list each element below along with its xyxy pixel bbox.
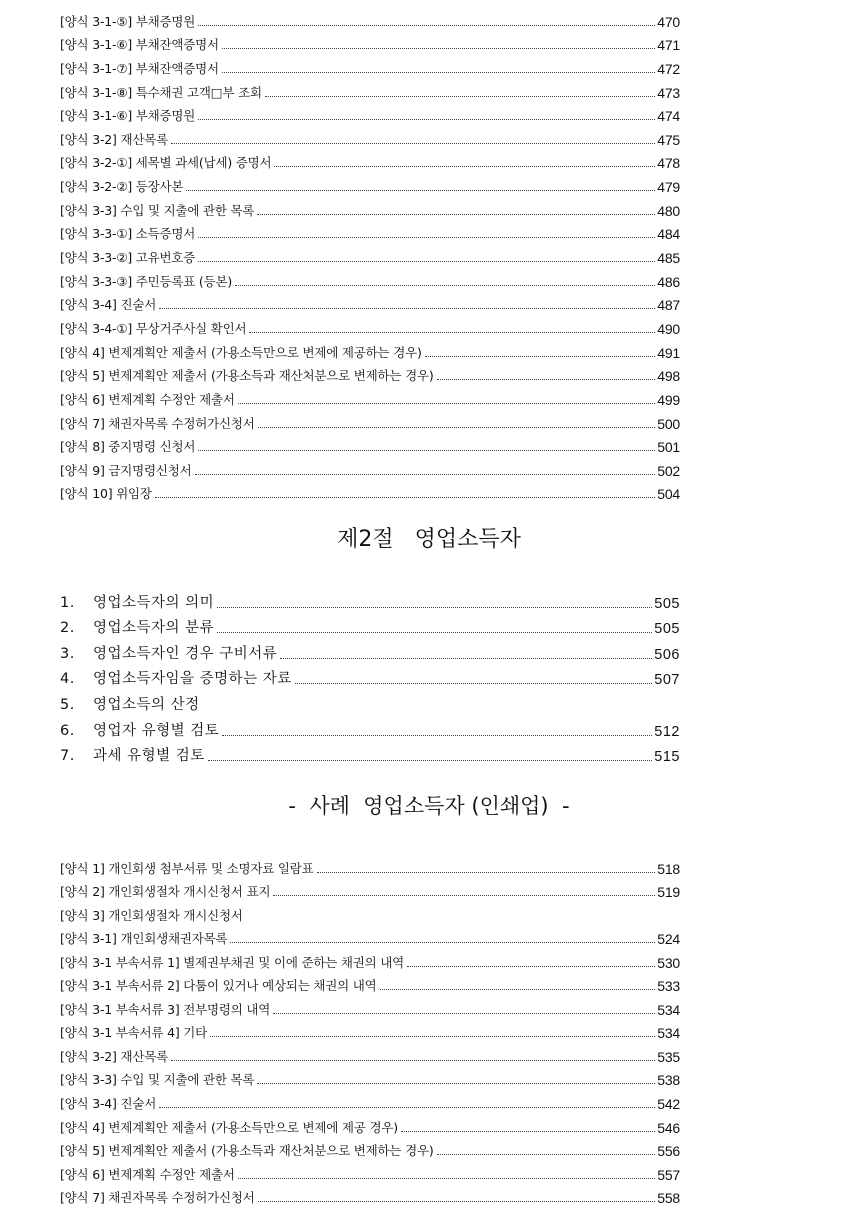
forms-index-part2 — [60, 853, 680, 1206]
toc-entry-label: [양식 3-2] 재산목록 — [60, 131, 168, 147]
dot-leader — [159, 308, 655, 309]
dot-leader — [265, 96, 655, 97]
toc-entry-number: 4. — [60, 671, 75, 688]
toc-entry-label: [양식 3-4] 진술서 — [60, 297, 157, 313]
dot-leader — [210, 1036, 655, 1037]
toc-entry-label: [양식 3-2-①] 세목별 과세(납세) 증명서 — [60, 155, 272, 171]
toc-entry — [60, 432, 680, 456]
dot-leader — [274, 166, 655, 167]
toc-entry — [60, 994, 680, 1018]
toc-entry — [60, 663, 680, 689]
dot-leader — [258, 427, 656, 428]
toc-entry-label — [60, 616, 214, 637]
toc-entry-label: [양식 9] 금지명령신청서 — [60, 462, 192, 478]
toc-entry-title: 영업소득자인 경우 구비서류 — [93, 645, 278, 662]
toc-entry-page: 506 — [654, 646, 680, 663]
toc-entry — [60, 101, 680, 125]
toc-entry-page: 472 — [657, 60, 680, 77]
toc-entry-label — [60, 591, 214, 612]
toc-entry-page: 475 — [657, 131, 680, 148]
dot-leader — [249, 332, 655, 333]
dot-leader — [380, 989, 656, 990]
toc-entry-page: 502 — [657, 462, 680, 479]
toc-entry-title: 영업자 유형별 검토 — [93, 722, 220, 739]
toc-entry-number: 1. — [60, 594, 75, 611]
toc-entry — [60, 900, 680, 924]
toc-entry — [60, 714, 680, 740]
toc-entry — [60, 924, 680, 948]
dot-leader — [258, 1201, 656, 1202]
dot-leader — [273, 1013, 655, 1014]
toc-entry-title: 영업소득의 산정 — [93, 696, 200, 713]
dot-leader — [222, 735, 652, 736]
toc-entry-page: 498 — [657, 368, 680, 385]
toc-entry — [60, 612, 680, 638]
toc-entry — [60, 124, 680, 148]
toc-entry-label: [양식 3] 개인회생절차 개시신청서 — [60, 907, 243, 923]
toc-entry-page: 538 — [657, 1072, 680, 1089]
toc-entry — [60, 337, 680, 361]
toc-entry — [60, 971, 680, 995]
toc-entry-page: 473 — [657, 84, 680, 101]
toc-entry-page: 480 — [657, 202, 680, 219]
toc-entry — [60, 53, 680, 77]
toc-entry — [60, 877, 680, 901]
toc-entry-page: 470 — [657, 13, 680, 30]
toc-entry-title: 영업소득자의 분류 — [93, 620, 215, 637]
toc-entry — [60, 1065, 680, 1089]
toc-entry-label: [양식 3-1-⑤] 부채증명원 — [60, 13, 196, 29]
dot-leader — [257, 1083, 655, 1084]
toc-entry-label: [양식 3-2-②] 등장사본 — [60, 179, 184, 195]
dot-leader — [238, 1178, 656, 1179]
toc-entry — [60, 740, 680, 766]
toc-entry-label: [양식 4] 변제계획안 제출서 (가용소득만으로 변제에 제공하는 경우) — [60, 344, 422, 360]
toc-entry-page: 500 — [657, 415, 680, 432]
toc-entry-page: 486 — [657, 273, 680, 290]
toc-entry-number: 7. — [60, 748, 75, 765]
toc-entry-page: 558 — [657, 1190, 680, 1207]
toc-entry-page: 524 — [657, 931, 680, 948]
toc-entry — [60, 219, 680, 243]
forms-index-part1 — [60, 6, 680, 502]
toc-entry-page: 512 — [654, 723, 680, 740]
toc-entry-page: 485 — [657, 250, 680, 267]
toc-entry — [60, 266, 680, 290]
dot-leader — [186, 190, 655, 191]
toc-entry-label: [양식 3-1-⑧] 특수채권 고객□부 조회 — [60, 84, 262, 100]
case-heading: - 사례 영업소득자 (인쇄업) - — [288, 794, 570, 818]
toc-entry — [60, 688, 680, 714]
toc-entry-page: 479 — [657, 179, 680, 196]
toc-entry-label: [양식 3-1-⑥] 부채잔액증명서 — [60, 37, 219, 53]
dot-leader — [198, 25, 655, 26]
toc-entry-label: [양식 5] 변제계획안 제출서 (가용소득과 재산처분으로 변제하는 경우) — [60, 368, 434, 384]
toc-entry-page: 530 — [657, 954, 680, 971]
toc-entry-label: [양식 3-1-⑥] 부채증명원 — [60, 108, 196, 124]
dot-leader — [222, 48, 655, 49]
dot-leader — [222, 72, 655, 73]
dot-leader — [208, 760, 653, 761]
toc-entry-label: [양식 3-4] 진술서 — [60, 1096, 157, 1112]
toc-entry-label — [60, 719, 219, 740]
toc-entry-page: 491 — [657, 344, 680, 361]
toc-entry — [60, 455, 680, 479]
toc-entry — [60, 947, 680, 971]
toc-entry-title: 영업소득자임을 증명하는 자료 — [93, 671, 292, 688]
dot-leader — [198, 261, 655, 262]
dot-leader — [425, 356, 656, 357]
toc-entry-number: 3. — [60, 645, 75, 662]
toc-entry — [60, 408, 680, 432]
dot-leader — [295, 683, 652, 684]
toc-entry-page: 487 — [657, 297, 680, 314]
toc-entry-page: 471 — [657, 37, 680, 54]
dot-leader — [235, 285, 655, 286]
toc-entry-label: [양식 2] 개인회생절차 개시신청서 표지 — [60, 884, 271, 900]
dot-leader — [198, 119, 655, 120]
dot-leader — [407, 966, 655, 967]
toc-entry-label: [양식 3-1 부속서류 2] 다툼이 있거나 예상되는 채권의 내역 — [60, 978, 377, 994]
toc-entry — [60, 77, 680, 101]
toc-entry — [60, 1183, 680, 1207]
toc-entry — [60, 242, 680, 266]
toc-entry-page: 507 — [654, 672, 680, 689]
toc-entry-label: [양식 3-3-①] 소득증명서 — [60, 226, 196, 242]
dot-leader — [155, 497, 655, 498]
toc-entry-page: 518 — [657, 860, 680, 877]
toc-entry — [60, 6, 680, 30]
toc-entry-page: 504 — [657, 486, 680, 503]
toc-entry — [60, 1041, 680, 1065]
toc-entry — [60, 30, 680, 54]
toc-entry-page: 557 — [657, 1166, 680, 1183]
toc-entry-label: [양식 3-4-①] 무상거주사실 확인서 — [60, 320, 247, 336]
toc-entry-page: 478 — [657, 155, 680, 172]
toc-entry-label: [양식 3-1] 개인회생채권자목록 — [60, 931, 228, 947]
toc-entry-page: 542 — [657, 1096, 680, 1113]
toc-entry — [60, 1136, 680, 1160]
toc-entry-label: [양식 3-3] 수입 및 지출에 관한 목록 — [60, 1072, 255, 1088]
toc-entry — [60, 1112, 680, 1136]
toc-entry-page: 556 — [657, 1143, 680, 1160]
toc-entry — [60, 637, 680, 663]
toc-entry-label: [양식 3-1 부속서류 4] 기타 — [60, 1025, 208, 1041]
toc-entry — [60, 313, 680, 337]
toc-entry — [60, 1088, 680, 1112]
toc-entry — [60, 479, 680, 503]
dot-leader — [217, 632, 652, 633]
dot-leader — [198, 450, 655, 451]
toc-entry-label: [양식 5] 변제계획안 제출서 (가용소득과 재산처분으로 변제하는 경우) — [60, 1143, 434, 1159]
toc-entry-label: [양식 4] 변제계획안 제출서 (가용소득만으로 변제에 제공 경우) — [60, 1119, 398, 1135]
dot-leader — [280, 658, 652, 659]
toc-entry-title: 영업소득자의 의미 — [93, 594, 215, 611]
toc-entry-page: 484 — [657, 226, 680, 243]
dot-leader — [217, 607, 652, 608]
toc-entry-title: 과세 유형별 검토 — [93, 748, 205, 765]
toc-entry — [60, 384, 680, 408]
toc-entry-label: [양식 3-3-③] 주민등록표 (등본) — [60, 273, 233, 289]
toc-entry — [60, 148, 680, 172]
toc-entry-label: [양식 6] 변제계획 수정안 제출서 — [60, 1166, 235, 1182]
toc-entry-page: 534 — [657, 1025, 680, 1042]
toc-entry-label: [양식 3-3] 수입 및 지출에 관한 목록 — [60, 202, 255, 218]
toc-entry-page: 519 — [657, 884, 680, 901]
dot-leader — [195, 474, 656, 475]
dot-leader — [257, 214, 655, 215]
toc-entry — [60, 1018, 680, 1042]
dot-leader — [401, 1131, 655, 1132]
dot-leader — [238, 403, 656, 404]
toc-entry-label: [양식 3-1-⑦] 부채잔액증명서 — [60, 60, 219, 76]
sections-index — [60, 586, 680, 765]
toc-entry-label: [양식 8] 중지명령 신청서 — [60, 439, 196, 455]
toc-entry-page: 474 — [657, 108, 680, 125]
toc-entry-page: 535 — [657, 1048, 680, 1065]
toc-entry-label: [양식 3-3-②] 고유번호증 — [60, 250, 196, 266]
toc-entry — [60, 853, 680, 877]
section-heading: 제2절 영업소득자 — [337, 527, 521, 552]
dot-leader — [317, 872, 656, 873]
dot-leader — [437, 1154, 656, 1155]
toc-entry — [60, 195, 680, 219]
toc-entry-page: 533 — [657, 978, 680, 995]
toc-entry-label: [양식 3-1 부속서류 1] 별제권부채권 및 이에 준하는 채권의 내역 — [60, 954, 405, 970]
toc-entry-number: 2. — [60, 620, 75, 637]
toc-entry-page: 534 — [657, 1001, 680, 1018]
toc-entry-number: 5. — [60, 696, 75, 713]
toc-entry — [60, 361, 680, 385]
dot-leader — [171, 1060, 655, 1061]
dot-leader — [230, 942, 655, 943]
toc-entry — [60, 586, 680, 612]
toc-entry-label: [양식 3-1 부속서류 3] 전부명령의 내역 — [60, 1001, 271, 1017]
toc-entry-label: [양식 6] 변제계획 수정안 제출서 — [60, 391, 235, 407]
toc-entry-label — [60, 744, 205, 765]
toc-entry — [60, 171, 680, 195]
toc-entry-label: [양식 1] 개인회생 첨부서류 및 소명자료 일람표 — [60, 860, 314, 876]
toc-entry-page: 499 — [657, 391, 680, 408]
toc-entry — [60, 290, 680, 314]
dot-leader — [159, 1107, 655, 1108]
dot-leader — [198, 237, 655, 238]
dot-leader — [437, 379, 656, 380]
toc-entry-label: [양식 7] 채권자목록 수정허가신청서 — [60, 415, 255, 431]
toc-entry-label: [양식 10] 위임장 — [60, 486, 152, 502]
toc-entry-page: 505 — [654, 621, 680, 638]
dot-leader — [171, 143, 655, 144]
toc-entry-label — [60, 693, 200, 714]
toc-entry-page: 515 — [654, 749, 680, 766]
toc-entry-label: [양식 7] 채권자목록 수정허가신청서 — [60, 1190, 255, 1206]
toc-entry-page: 501 — [657, 439, 680, 456]
toc-entry-page: 505 — [654, 595, 680, 612]
toc-entry-number: 6. — [60, 722, 75, 739]
toc-entry-label — [60, 667, 292, 688]
toc-entry-page: 546 — [657, 1119, 680, 1136]
toc-entry — [60, 1159, 680, 1183]
toc-entry-label — [60, 642, 277, 663]
toc-entry-page: 490 — [657, 320, 680, 337]
toc-entry-label: [양식 3-2] 재산목록 — [60, 1048, 168, 1064]
dot-leader — [273, 895, 655, 896]
